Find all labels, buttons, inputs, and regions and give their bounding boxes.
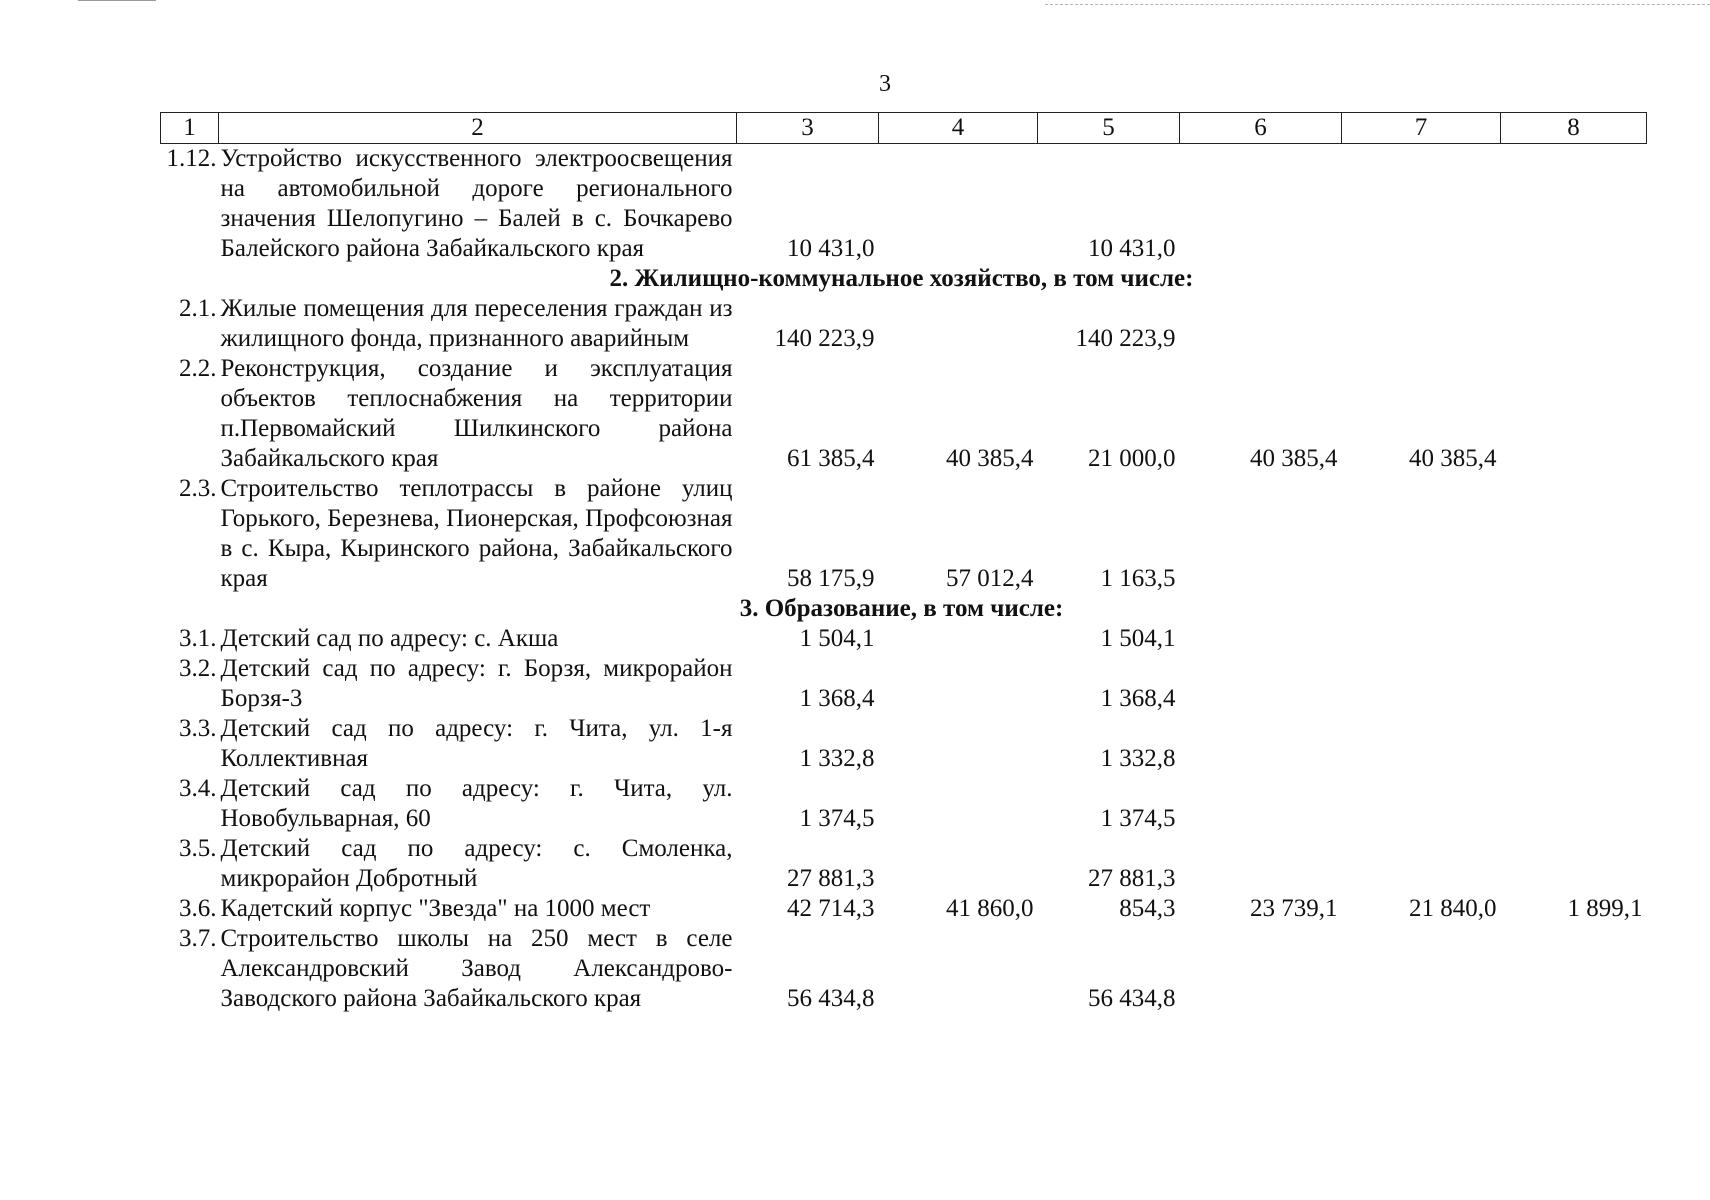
section-heading: 3. Образование, в том числе:	[739, 595, 1064, 622]
value-cell-col4: 41 860,0	[946, 895, 1034, 922]
header-cell: 1	[161, 113, 219, 144]
row-number: 3.7.	[179, 925, 217, 952]
value-cell-col7	[1342, 714, 1501, 774]
row-number: 2.3.	[179, 475, 217, 502]
value-cell-col4	[879, 294, 1038, 354]
table-row	[161, 894, 1647, 924]
table-body	[161, 144, 1647, 1015]
value-cell-col6: 23 739,1	[1250, 895, 1338, 922]
header-cell: 7	[1342, 113, 1501, 144]
value-cell-col7	[1342, 924, 1501, 1014]
value-cell-col7	[1342, 624, 1501, 654]
value-cell-col8	[1501, 654, 1647, 714]
value-cell-col8	[1501, 294, 1647, 354]
value-cell-col7	[1342, 774, 1501, 834]
header-row	[161, 113, 1647, 144]
value-cell-col3: 1 368,4	[799, 685, 875, 712]
value-cell-col4	[879, 834, 1038, 894]
value-cell-col5: 56 434,8	[1088, 985, 1176, 1012]
row-number: 2.2.	[179, 355, 217, 382]
value-cell-col8	[1501, 474, 1647, 594]
table-row	[161, 834, 1647, 894]
table-row	[161, 294, 1647, 354]
value-cell-col3: 27 881,3	[787, 865, 875, 892]
value-cell-col5: 1 368,4	[1100, 685, 1176, 712]
value-cell-col4	[879, 144, 1038, 265]
header-cell: 3	[737, 113, 879, 144]
header-cell: 4	[879, 113, 1038, 144]
value-cell-col5: 1 504,1	[1100, 625, 1176, 652]
row-number: 3.6.	[179, 895, 217, 922]
value-cell-col3: 1 504,1	[799, 625, 875, 652]
value-cell-col6	[1180, 624, 1342, 654]
header-cell: 8	[1501, 113, 1647, 144]
value-cell-col4: 40 385,4	[946, 445, 1034, 472]
table-row	[161, 654, 1647, 714]
section-heading-row	[161, 264, 1647, 294]
section-heading-row	[161, 594, 1647, 624]
value-cell-col7	[1342, 654, 1501, 714]
header-cell: 5	[1038, 113, 1180, 144]
row-name: Устройство искусственного электроосвещения на автомобильной дороге регионального значения Шелопугино – Балей в с. Бочкарево Балейского района Забайкальского края	[220, 145, 733, 262]
row-name: Детский сад по адресу: с. Акша	[220, 625, 559, 652]
table-row	[161, 714, 1647, 774]
scan-edge-mark	[78, 0, 156, 3]
value-cell-col5: 1 332,8	[1100, 745, 1176, 772]
table-row	[161, 924, 1647, 1014]
row-name: Реконструкция, создание и эксплуатация объектов теплоснабжения на территории п.Первомайский Шилкинского района Забайкальского края	[220, 355, 733, 472]
value-cell-col7	[1342, 294, 1501, 354]
table-row	[161, 774, 1647, 834]
value-cell-col6	[1180, 654, 1342, 714]
row-name: Жилые помещения для переселения граждан из жилищного фонда, признанного аварийным	[220, 295, 733, 352]
header-cell: 6	[1180, 113, 1342, 144]
value-cell-col4	[879, 654, 1038, 714]
value-cell-col8	[1501, 624, 1647, 654]
value-cell-col4	[879, 624, 1038, 654]
value-cell-col5: 140 223,9	[1075, 325, 1176, 352]
value-cell-col8	[1501, 834, 1647, 894]
value-cell-col4: 57 012,4	[946, 565, 1034, 592]
table-row	[161, 624, 1647, 654]
value-cell-col3: 61 385,4	[787, 445, 875, 472]
value-cell-col3: 56 434,8	[787, 985, 875, 1012]
value-cell-col8: 1 899,1	[1567, 895, 1643, 922]
table-row	[161, 354, 1647, 474]
value-cell-col5: 854,3	[1119, 895, 1176, 922]
row-name: Строительство теплотрассы в районе улиц Горького, Березнева, Пионерская, Профсоюзная в с. Кыра, Кыринского района, Забайкальского края	[220, 475, 733, 592]
value-cell-col4	[879, 774, 1038, 834]
value-cell-col3: 1 332,8	[799, 745, 875, 772]
value-cell-col5: 1 163,5	[1100, 565, 1176, 592]
row-name: Детский сад по адресу: г. Чита, ул. 1-я Коллективная	[220, 715, 733, 772]
value-cell-col7: 40 385,4	[1409, 445, 1497, 472]
value-cell-col6: 40 385,4	[1250, 445, 1338, 472]
value-cell-col4	[879, 714, 1038, 774]
value-cell-col6	[1180, 714, 1342, 774]
header-cell: 2	[219, 113, 737, 144]
value-cell-col7: 21 840,0	[1409, 895, 1497, 922]
value-cell-col5: 10 431,0	[1088, 235, 1176, 262]
value-cell-col3: 140 223,9	[774, 325, 875, 352]
value-cell-col6	[1180, 474, 1342, 594]
value-cell-col5: 1 374,5	[1100, 805, 1176, 832]
value-cell-col8	[1501, 924, 1647, 1014]
budget-table	[160, 112, 1647, 1014]
row-number: 1.12.	[166, 145, 217, 172]
value-cell-col3: 42 714,3	[787, 895, 875, 922]
value-cell-col5: 21 000,0	[1088, 445, 1176, 472]
section-heading: 2. Жилищно-коммунальное хозяйство, в том числе:	[609, 265, 1194, 292]
scan-edge-mark	[1045, 4, 1710, 5]
row-name: Кадетский корпус "Звезда" на 1000 мест	[220, 895, 651, 922]
value-cell-col7	[1342, 834, 1501, 894]
value-cell-col6	[1180, 834, 1342, 894]
value-cell-col7	[1342, 144, 1501, 265]
row-name: Детский сад по адресу: г. Борзя, микрорайон Борзя-3	[220, 655, 733, 712]
value-cell-col6	[1180, 774, 1342, 834]
value-cell-col3: 58 175,9	[787, 565, 875, 592]
table-header	[161, 113, 1647, 144]
page-number: 3	[879, 71, 891, 97]
row-number: 3.1.	[179, 625, 217, 652]
value-cell-col8	[1501, 714, 1647, 774]
row-number: 3.3.	[179, 715, 217, 742]
table-row	[161, 474, 1647, 594]
value-cell-col8	[1501, 144, 1647, 265]
table-row	[161, 144, 1647, 265]
value-cell-col6	[1180, 924, 1342, 1014]
value-cell-col5: 27 881,3	[1088, 865, 1176, 892]
row-name: Детский сад по адресу: с. Смоленка, микрорайон Добротный	[220, 835, 733, 892]
row-number: 3.2.	[179, 655, 217, 682]
value-cell-col7	[1342, 474, 1501, 594]
value-cell-col3: 1 374,5	[799, 805, 875, 832]
value-cell-col6	[1180, 294, 1342, 354]
row-number: 2.1.	[179, 295, 217, 322]
value-cell-col8	[1501, 774, 1647, 834]
row-name: Строительство школы на 250 мест в селе Александровский Завод Александрово-Заводского района Забайкальского края	[220, 925, 733, 1012]
value-cell-col4	[879, 924, 1038, 1014]
row-number: 3.4.	[179, 775, 217, 802]
row-name: Детский сад по адресу: г. Чита, ул. Новобульварная, 60	[220, 775, 733, 832]
value-cell-col3: 10 431,0	[787, 235, 875, 262]
value-cell-col6	[1180, 144, 1342, 265]
row-number: 3.5.	[179, 835, 217, 862]
value-cell-col8	[1501, 354, 1647, 474]
